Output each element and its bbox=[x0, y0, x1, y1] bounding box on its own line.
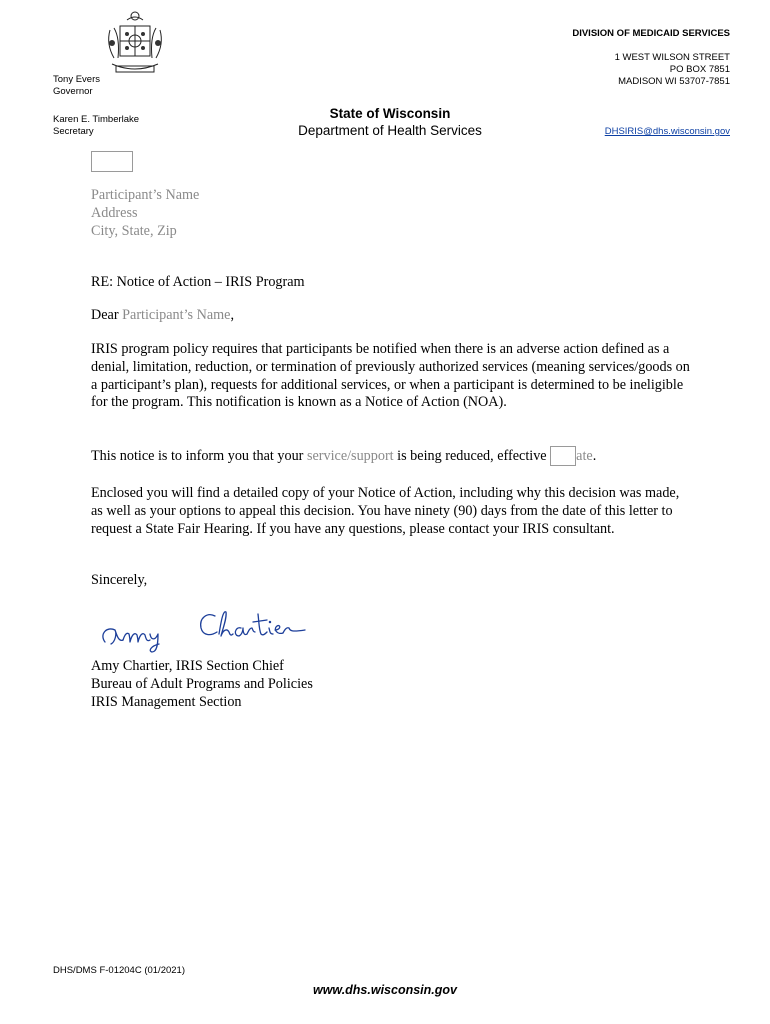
secretary-block bbox=[53, 114, 139, 138]
salutation-prefix: Dear bbox=[91, 307, 123, 323]
division-name: DIVISION OF MEDICAID SERVICES bbox=[572, 28, 730, 39]
address-line: PO BOX 7851 bbox=[669, 64, 730, 75]
effective-date-box[interactable] bbox=[550, 446, 576, 466]
address-line: 1 WEST WILSON STREET bbox=[614, 52, 730, 63]
closing: Sincerely, bbox=[91, 572, 148, 588]
email-link[interactable]: DHSIRIS@dhs.wisconsin.gov bbox=[604, 126, 730, 137]
notice-middle: is being reduced, effective bbox=[393, 448, 551, 464]
wisconsin-state-seal-icon bbox=[100, 8, 170, 78]
paragraph-enclosed-text: Enclosed you will find a detailed copy of your Notice of Action, including why this decision was made, as well as your options to appeal this decision. You have ninety (90) days from the date of this letter to request a State Fair Hearing. If you have any questions, please contact your IRIS consultant. bbox=[91, 485, 680, 537]
signer-name: Amy Chartier, IRIS Section Chief bbox=[91, 658, 284, 674]
address-block bbox=[615, 52, 730, 88]
paragraph-policy-text: IRIS program policy requires that participants be notified when there is an adverse action defined as a denial, limitation, reduction, or termination of previously authorized services (meaning services/goods on a participant’s plan), requests for additional services, or when a participant is determined to be ineligible for the program. This notification is known as a Notice of Action (NOA). bbox=[91, 341, 690, 411]
salutation bbox=[91, 307, 691, 325]
paragraph-policy bbox=[91, 341, 691, 412]
salutation-suffix: , bbox=[230, 307, 235, 323]
address-line: MADISON WI 53707-7851 bbox=[618, 76, 730, 87]
effective-date-field[interactable]: ate bbox=[576, 448, 593, 464]
footer-website: www.dhs.wisconsin.gov bbox=[312, 983, 457, 997]
service-field[interactable]: service/support bbox=[306, 448, 394, 464]
governor-block bbox=[53, 74, 100, 98]
state-name: State of Wisconsin bbox=[329, 106, 451, 121]
secretary-name: Karen E. Timberlake bbox=[53, 114, 140, 125]
recipient-address-field[interactable]: Address bbox=[91, 204, 138, 221]
governor-title: Governor bbox=[53, 86, 93, 97]
date-field[interactable] bbox=[91, 151, 133, 172]
notice-suffix: . bbox=[592, 448, 597, 464]
form-code: DHS/DMS F-01204C (01/2021) bbox=[53, 965, 185, 976]
handwritten-signature bbox=[95, 604, 325, 654]
letterhead-title bbox=[240, 105, 540, 139]
re-line: RE: Notice of Action – IRIS Program bbox=[91, 274, 305, 290]
paragraph-notice bbox=[91, 446, 691, 466]
recipient-name-field[interactable]: Participant’s Name bbox=[91, 187, 200, 203]
notice-prefix: This notice is to inform you that your bbox=[91, 448, 307, 464]
department-name: Department of Health Services bbox=[298, 123, 482, 138]
secretary-title: Secretary bbox=[53, 126, 94, 137]
recipient-city-field[interactable]: City, State, Zip bbox=[91, 222, 177, 239]
paragraph-enclosed bbox=[91, 485, 691, 538]
salutation-name-field[interactable]: Participant’s Name bbox=[122, 307, 231, 323]
signer-section: IRIS Management Section bbox=[91, 693, 242, 710]
signer-block bbox=[91, 658, 691, 711]
signer-bureau: Bureau of Adult Programs and Policies bbox=[91, 675, 313, 692]
governor-name: Tony Evers bbox=[53, 74, 100, 85]
recipient-address bbox=[91, 187, 691, 240]
